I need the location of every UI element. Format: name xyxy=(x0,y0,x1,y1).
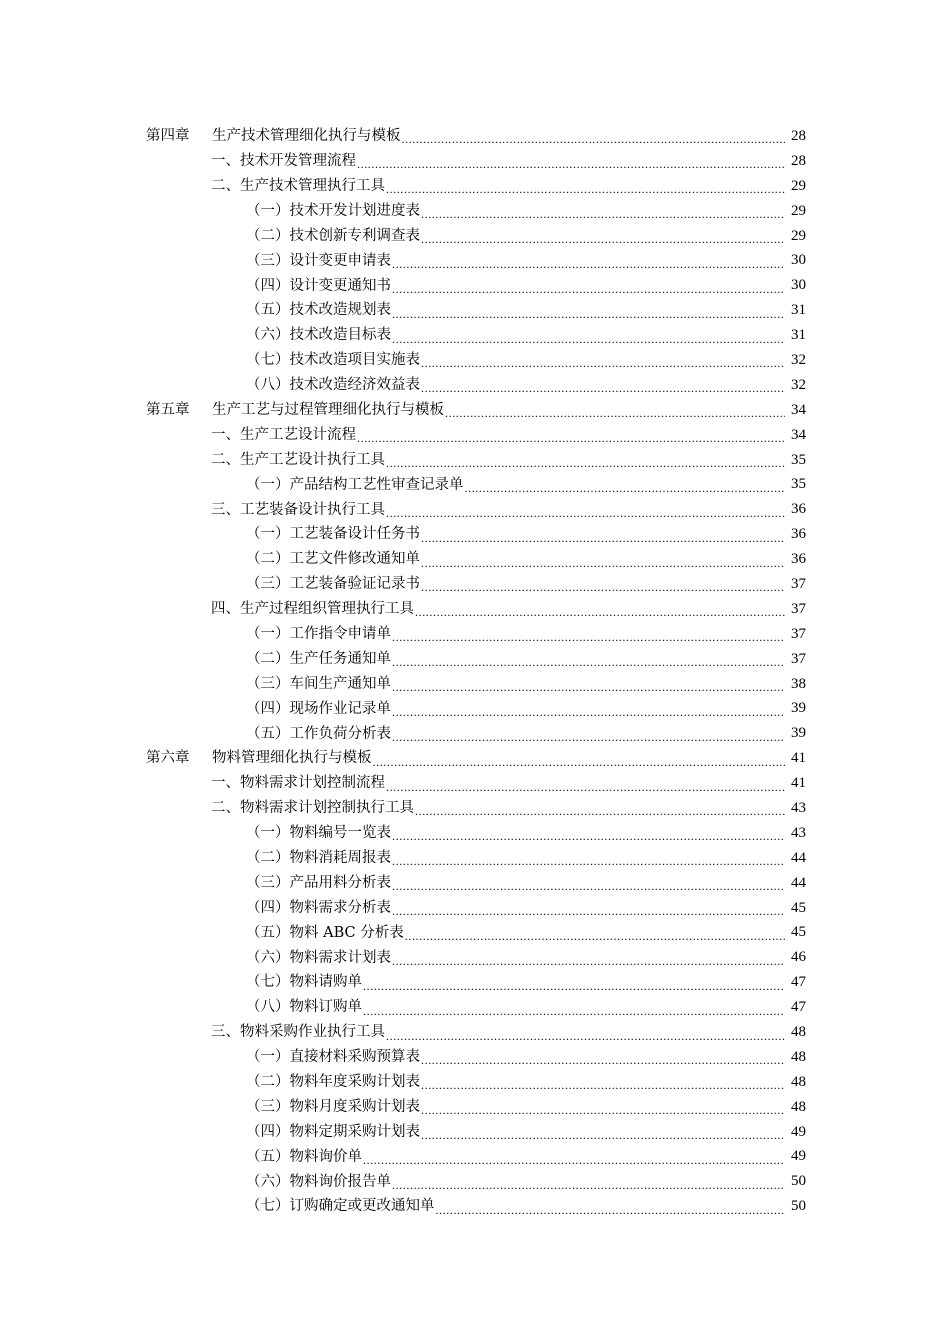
toc-entry-title: （四）物料需求分析表 xyxy=(246,899,391,916)
toc-entry-title: （四）物料定期采购计划表 xyxy=(246,1123,420,1140)
toc-page-number: 28 xyxy=(791,127,806,144)
toc-dot-leader xyxy=(392,876,785,890)
toc-page-number: 48 xyxy=(791,1048,806,1065)
toc-page-number: 45 xyxy=(791,924,806,941)
toc-entry-title: （四）现场作业记录单 xyxy=(246,700,391,717)
toc-dot-leader xyxy=(392,826,785,840)
toc-dot-leader xyxy=(392,652,785,666)
toc-entry[interactable] xyxy=(0,248,950,273)
toc-entry[interactable] xyxy=(0,373,950,398)
toc-entry[interactable] xyxy=(0,821,950,846)
toc-entry[interactable] xyxy=(0,771,950,796)
toc-entry-title: 三、物料采购作业执行工具 xyxy=(211,1024,385,1041)
toc-dot-leader xyxy=(421,1075,785,1089)
toc-page-number: 39 xyxy=(791,700,806,717)
toc-dot-leader xyxy=(357,428,785,442)
toc-entry-title: （五）物料 ABC 分析表 xyxy=(246,924,404,941)
toc-entry[interactable] xyxy=(0,298,950,323)
toc-dot-leader xyxy=(436,1200,786,1214)
toc-entry[interactable] xyxy=(0,1169,950,1194)
toc-entry[interactable] xyxy=(0,124,950,149)
toc-dot-leader xyxy=(386,179,785,193)
toc-dot-leader xyxy=(386,777,785,791)
toc-entry-title: （二）物料年度采购计划表 xyxy=(246,1074,420,1091)
toc-entry-title: （二）物料消耗周报表 xyxy=(246,850,391,867)
toc-page-number: 41 xyxy=(791,775,806,792)
toc-page-number: 34 xyxy=(791,426,806,443)
toc-entry[interactable] xyxy=(0,721,950,746)
toc-dot-leader xyxy=(392,727,785,741)
toc-page-number: 37 xyxy=(791,575,806,592)
toc-dot-leader xyxy=(392,627,785,641)
toc-dot-leader xyxy=(363,1150,785,1164)
table-of-contents xyxy=(0,124,950,1219)
toc-entry[interactable] xyxy=(0,995,950,1020)
toc-dot-leader xyxy=(421,528,785,542)
toc-entry[interactable] xyxy=(0,896,950,921)
toc-entry[interactable] xyxy=(0,1070,950,1095)
toc-entry-title: （一）产品结构工艺性审查记录单 xyxy=(246,476,464,493)
toc-page-number: 50 xyxy=(791,1198,806,1215)
toc-entry-title: （七）物料请购单 xyxy=(246,974,362,991)
toc-dot-leader xyxy=(373,752,786,766)
toc-entry[interactable] xyxy=(0,921,950,946)
toc-dot-leader xyxy=(357,154,785,168)
toc-entry-title: （三）产品用料分析表 xyxy=(246,874,391,891)
toc-entry[interactable] xyxy=(0,647,950,672)
toc-dot-leader xyxy=(392,851,785,865)
toc-dot-leader xyxy=(405,926,785,940)
toc-entry-title: （一）技术开发计划进度表 xyxy=(246,202,420,219)
toc-page-number: 31 xyxy=(791,327,806,344)
toc-dot-leader xyxy=(386,1026,785,1040)
toc-entry[interactable] xyxy=(0,423,950,448)
toc-dot-leader xyxy=(421,353,785,367)
toc-entry[interactable] xyxy=(0,174,950,199)
toc-chapter-number: 第六章 xyxy=(146,750,190,767)
toc-entry[interactable] xyxy=(0,871,950,896)
toc-dot-leader xyxy=(392,677,785,691)
toc-entry-title: （五）技术改造规划表 xyxy=(246,302,391,319)
toc-page-number: 44 xyxy=(791,874,806,891)
toc-entry[interactable] xyxy=(0,149,950,174)
toc-dot-leader xyxy=(363,976,785,990)
toc-dot-leader xyxy=(392,901,785,915)
toc-entry-title: （二）工艺文件修改通知单 xyxy=(246,551,420,568)
toc-entry-title: （三）设计变更申请表 xyxy=(246,252,391,269)
toc-entry[interactable] xyxy=(0,398,950,423)
toc-entry-title: （三）工艺装备验证记录书 xyxy=(246,576,420,593)
toc-entry[interactable] xyxy=(0,945,950,970)
toc-entry-title: （五）物料询价单 xyxy=(246,1148,362,1165)
toc-entry-title: 二、物料需求计划控制执行工具 xyxy=(211,800,414,817)
toc-page-number: 30 xyxy=(791,252,806,269)
toc-entry-title: （六）物料需求计划表 xyxy=(246,949,391,966)
toc-dot-leader xyxy=(392,279,785,293)
toc-dot-leader xyxy=(421,378,785,392)
toc-page-number: 44 xyxy=(791,849,806,866)
toc-page-number: 35 xyxy=(791,451,806,468)
toc-entry-title: （一）物料编号一览表 xyxy=(246,825,391,842)
toc-entry-title: （六）技术改造目标表 xyxy=(246,327,391,344)
toc-dot-leader xyxy=(392,254,785,268)
toc-page-number: 36 xyxy=(791,551,806,568)
toc-entry-title: （一）工艺装备设计任务书 xyxy=(246,526,420,543)
toc-dot-leader xyxy=(421,229,785,243)
toc-entry-title: （七）技术改造项目实施表 xyxy=(246,352,420,369)
toc-entry-title: （七）订购确定或更改通知单 xyxy=(246,1198,435,1215)
toc-page-number: 49 xyxy=(791,1148,806,1165)
toc-page-number: 29 xyxy=(791,202,806,219)
toc-page-number: 37 xyxy=(791,625,806,642)
toc-page-number: 35 xyxy=(791,476,806,493)
toc-entry[interactable] xyxy=(0,323,950,348)
toc-entry[interactable] xyxy=(0,796,950,821)
toc-dot-leader xyxy=(392,951,785,965)
toc-entry[interactable] xyxy=(0,199,950,224)
toc-entry-title: （六）物料询价报告单 xyxy=(246,1173,391,1190)
toc-page-number: 48 xyxy=(791,1098,806,1115)
toc-dot-leader xyxy=(415,602,785,616)
toc-dot-leader xyxy=(421,204,785,218)
toc-page-number: 36 xyxy=(791,501,806,518)
toc-entry[interactable] xyxy=(0,746,950,771)
toc-page-number: 29 xyxy=(791,177,806,194)
toc-page-number: 28 xyxy=(791,152,806,169)
toc-entry-title: 一、技术开发管理流程 xyxy=(211,153,356,170)
toc-entry[interactable] xyxy=(0,1145,950,1170)
toc-page-number: 32 xyxy=(791,376,806,393)
toc-page-number: 43 xyxy=(791,799,806,816)
toc-entry[interactable] xyxy=(0,846,950,871)
toc-page-number: 47 xyxy=(791,999,806,1016)
toc-entry[interactable] xyxy=(0,522,950,547)
toc-dot-leader xyxy=(421,553,785,567)
toc-dot-leader xyxy=(392,329,785,343)
toc-page-number: 48 xyxy=(791,1024,806,1040)
toc-page-number: 50 xyxy=(791,1173,806,1190)
toc-entry-title: 二、生产工艺设计执行工具 xyxy=(211,451,385,468)
toc-entry-title: 一、物料需求计划控制流程 xyxy=(211,775,385,792)
toc-entry[interactable] xyxy=(0,622,950,647)
toc-entry-title: （二）生产任务通知单 xyxy=(246,650,391,667)
toc-dot-leader xyxy=(421,1100,785,1114)
toc-page-number: 43 xyxy=(791,824,806,841)
toc-entry[interactable] xyxy=(0,1120,950,1145)
toc-page-number: 37 xyxy=(791,600,806,617)
toc-entry-title: 一、生产工艺设计流程 xyxy=(211,426,356,443)
toc-page-number: 34 xyxy=(791,401,806,418)
toc-entry[interactable] xyxy=(0,1194,950,1219)
toc-dot-leader xyxy=(465,478,786,492)
toc-entry[interactable] xyxy=(0,348,950,373)
toc-entry[interactable] xyxy=(0,273,950,298)
toc-entry[interactable] xyxy=(0,224,950,249)
toc-dot-leader xyxy=(421,1125,785,1139)
toc-chapter-number: 第四章 xyxy=(146,128,190,145)
toc-entry[interactable] xyxy=(0,472,950,497)
toc-entry-title: 四、生产过程组织管理执行工具 xyxy=(211,601,414,618)
toc-entry-title: 二、生产技术管理执行工具 xyxy=(211,177,385,194)
toc-page-number: 32 xyxy=(791,351,806,368)
toc-dot-leader xyxy=(415,801,785,815)
toc-entry-title: （二）技术创新专利调查表 xyxy=(246,227,420,244)
toc-entry[interactable] xyxy=(0,597,950,622)
toc-dot-leader xyxy=(402,129,786,143)
toc-entry-title: 三、工艺装备设计执行工具 xyxy=(211,501,385,518)
toc-page-number: 47 xyxy=(791,974,806,991)
toc-dot-leader xyxy=(386,503,785,517)
toc-entry-title: （四）设计变更通知书 xyxy=(246,277,391,294)
toc-page-number: 36 xyxy=(791,526,806,543)
toc-dot-leader xyxy=(392,304,785,318)
toc-page-number: 49 xyxy=(791,1123,806,1140)
toc-entry-title: （三）物料月度采购计划表 xyxy=(246,1098,420,1115)
toc-page-number: 31 xyxy=(791,302,806,319)
toc-entry-title: 生产工艺与过程管理细化执行与模板 xyxy=(212,401,444,418)
toc-entry-title: （八）技术改造经济效益表 xyxy=(246,377,420,394)
toc-entry-title: （五）工作负荷分析表 xyxy=(246,725,391,742)
toc-entry-title: （八）物料订购单 xyxy=(246,999,362,1016)
toc-entry-title: 物料管理细化执行与模板 xyxy=(212,750,372,767)
toc-page-number: 46 xyxy=(791,949,806,966)
toc-page-number: 38 xyxy=(791,675,806,692)
toc-entry[interactable] xyxy=(0,1020,950,1045)
toc-dot-leader xyxy=(421,1050,785,1064)
toc-entry-title: 生产技术管理细化执行与模板 xyxy=(212,128,401,145)
toc-chapter-number: 第五章 xyxy=(146,401,190,418)
toc-dot-leader xyxy=(392,702,785,716)
toc-dot-leader xyxy=(386,453,785,467)
toc-entry[interactable] xyxy=(0,448,950,473)
toc-entry[interactable] xyxy=(0,672,950,697)
toc-entry-title: （一）工作指令申请单 xyxy=(246,626,391,642)
toc-page-number: 41 xyxy=(791,750,806,767)
toc-page-number: 29 xyxy=(791,227,806,244)
toc-dot-leader xyxy=(392,1175,785,1189)
toc-entry[interactable] xyxy=(0,1045,950,1070)
toc-entry[interactable] xyxy=(0,696,950,721)
toc-page-number: 39 xyxy=(791,725,806,742)
toc-entry[interactable] xyxy=(0,547,950,572)
toc-entry-title: （一）直接材料采购预算表 xyxy=(246,1049,420,1066)
toc-page-number: 30 xyxy=(791,277,806,294)
toc-dot-leader xyxy=(445,403,785,417)
toc-entry-title: （三）车间生产通知单 xyxy=(246,675,391,692)
toc-entry[interactable] xyxy=(0,1095,950,1120)
toc-page-number: 37 xyxy=(791,650,806,667)
toc-entry[interactable] xyxy=(0,497,950,522)
toc-dot-leader xyxy=(363,1001,785,1015)
toc-entry[interactable] xyxy=(0,572,950,597)
toc-dot-leader xyxy=(421,577,785,591)
toc-entry[interactable] xyxy=(0,970,950,995)
toc-page-number: 48 xyxy=(791,1073,806,1090)
toc-page-number: 45 xyxy=(791,899,806,916)
